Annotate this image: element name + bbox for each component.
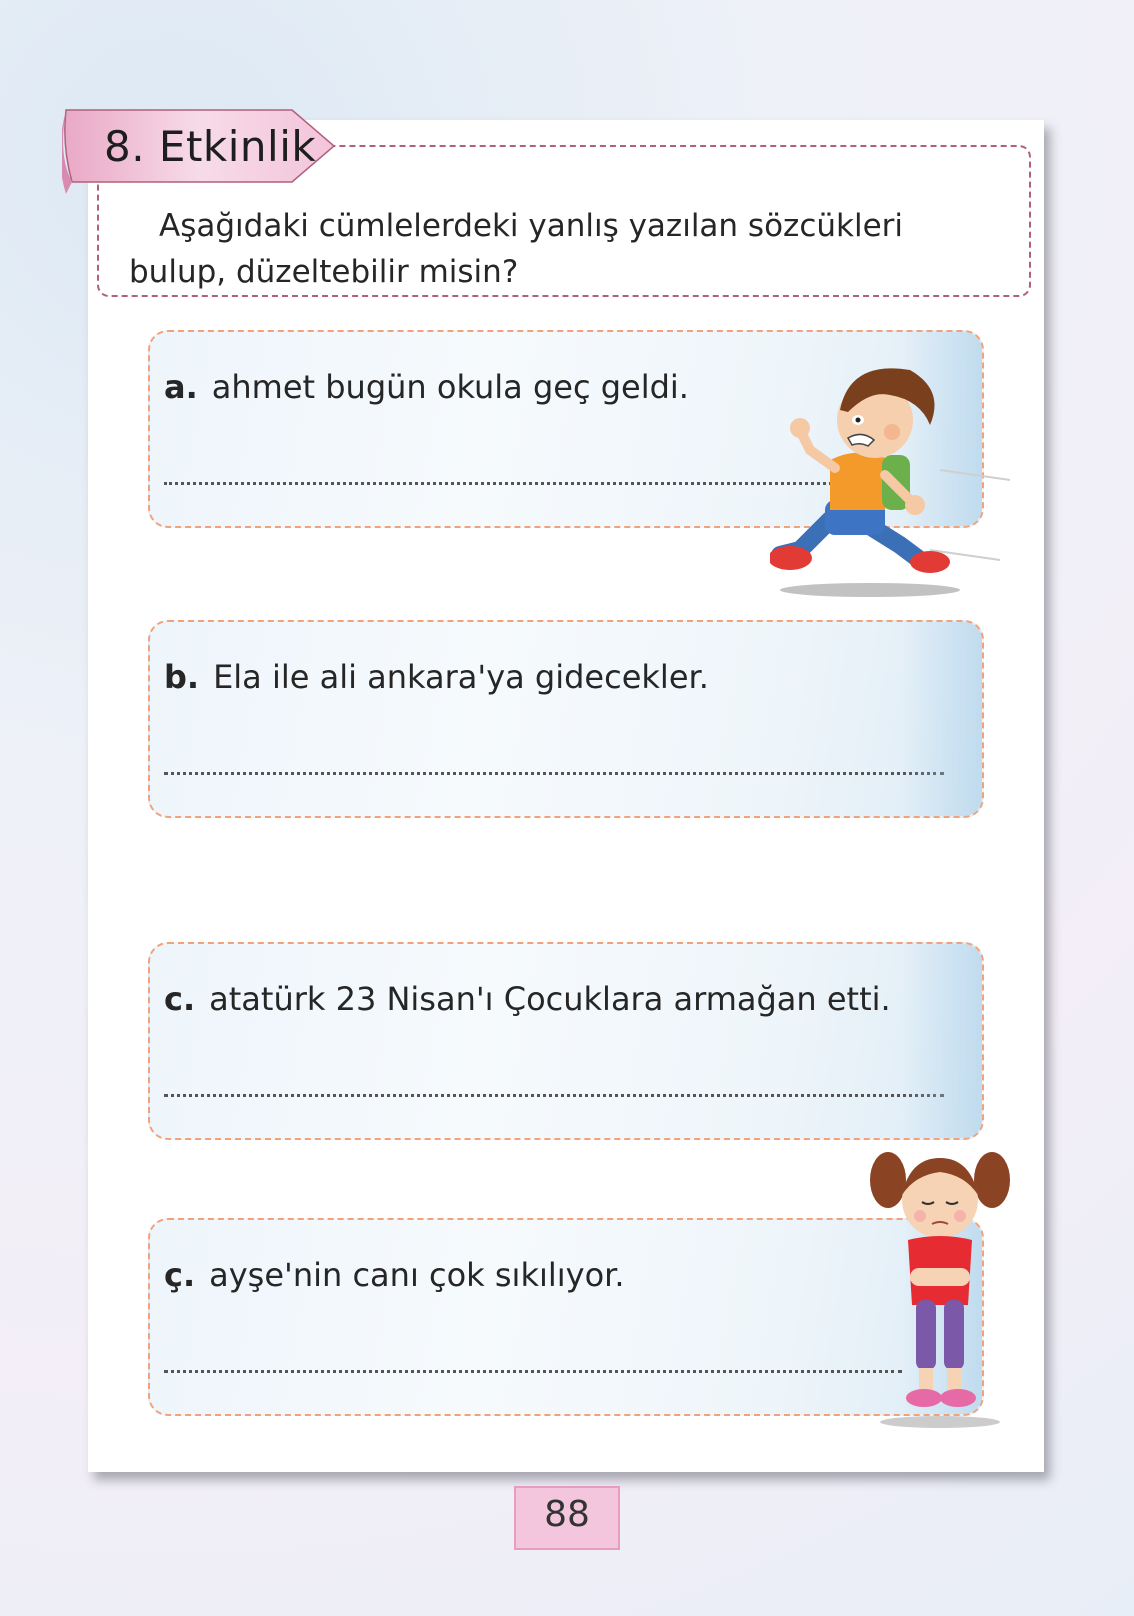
answer-line-b[interactable] — [164, 772, 944, 775]
question-box-c — [148, 942, 984, 1140]
upset-girl-illustration — [870, 1140, 1010, 1430]
activity-title: 8. Etkinlik — [104, 122, 317, 171]
question-a — [164, 368, 689, 406]
question-letter: b. — [164, 658, 200, 696]
question-b — [164, 658, 709, 696]
activity-banner — [62, 106, 342, 190]
answer-line-c[interactable] — [164, 1094, 944, 1097]
question-text: ayşe'nin canı çok sıkılıyor. — [209, 1256, 625, 1294]
question-box-cc — [148, 1218, 984, 1416]
answer-line-a[interactable] — [164, 482, 832, 485]
running-boy-illustration — [770, 350, 1020, 600]
question-letter: c. — [164, 980, 196, 1018]
question-letter: a. — [164, 368, 198, 406]
question-text: atatürk 23 Nisan'ı Çocuklara armağan etti. — [209, 980, 891, 1018]
page-number: 88 — [544, 1494, 590, 1535]
question-cc — [164, 1256, 625, 1294]
question-box-b — [148, 620, 984, 818]
answer-line-cc[interactable] — [164, 1370, 902, 1373]
question-c — [164, 980, 891, 1018]
question-text: ahmet bugün okula geç geldi. — [211, 368, 689, 406]
question-text: Ela ile ali ankara'ya gidecekler. — [213, 658, 709, 696]
instruction-text: Aşağıdaki cümlelerdeki yanlış yazılan sözcükleri bulup, düzeltebilir misin? — [129, 208, 903, 290]
page-number-box — [514, 1486, 620, 1550]
question-letter: ç. — [164, 1256, 196, 1294]
